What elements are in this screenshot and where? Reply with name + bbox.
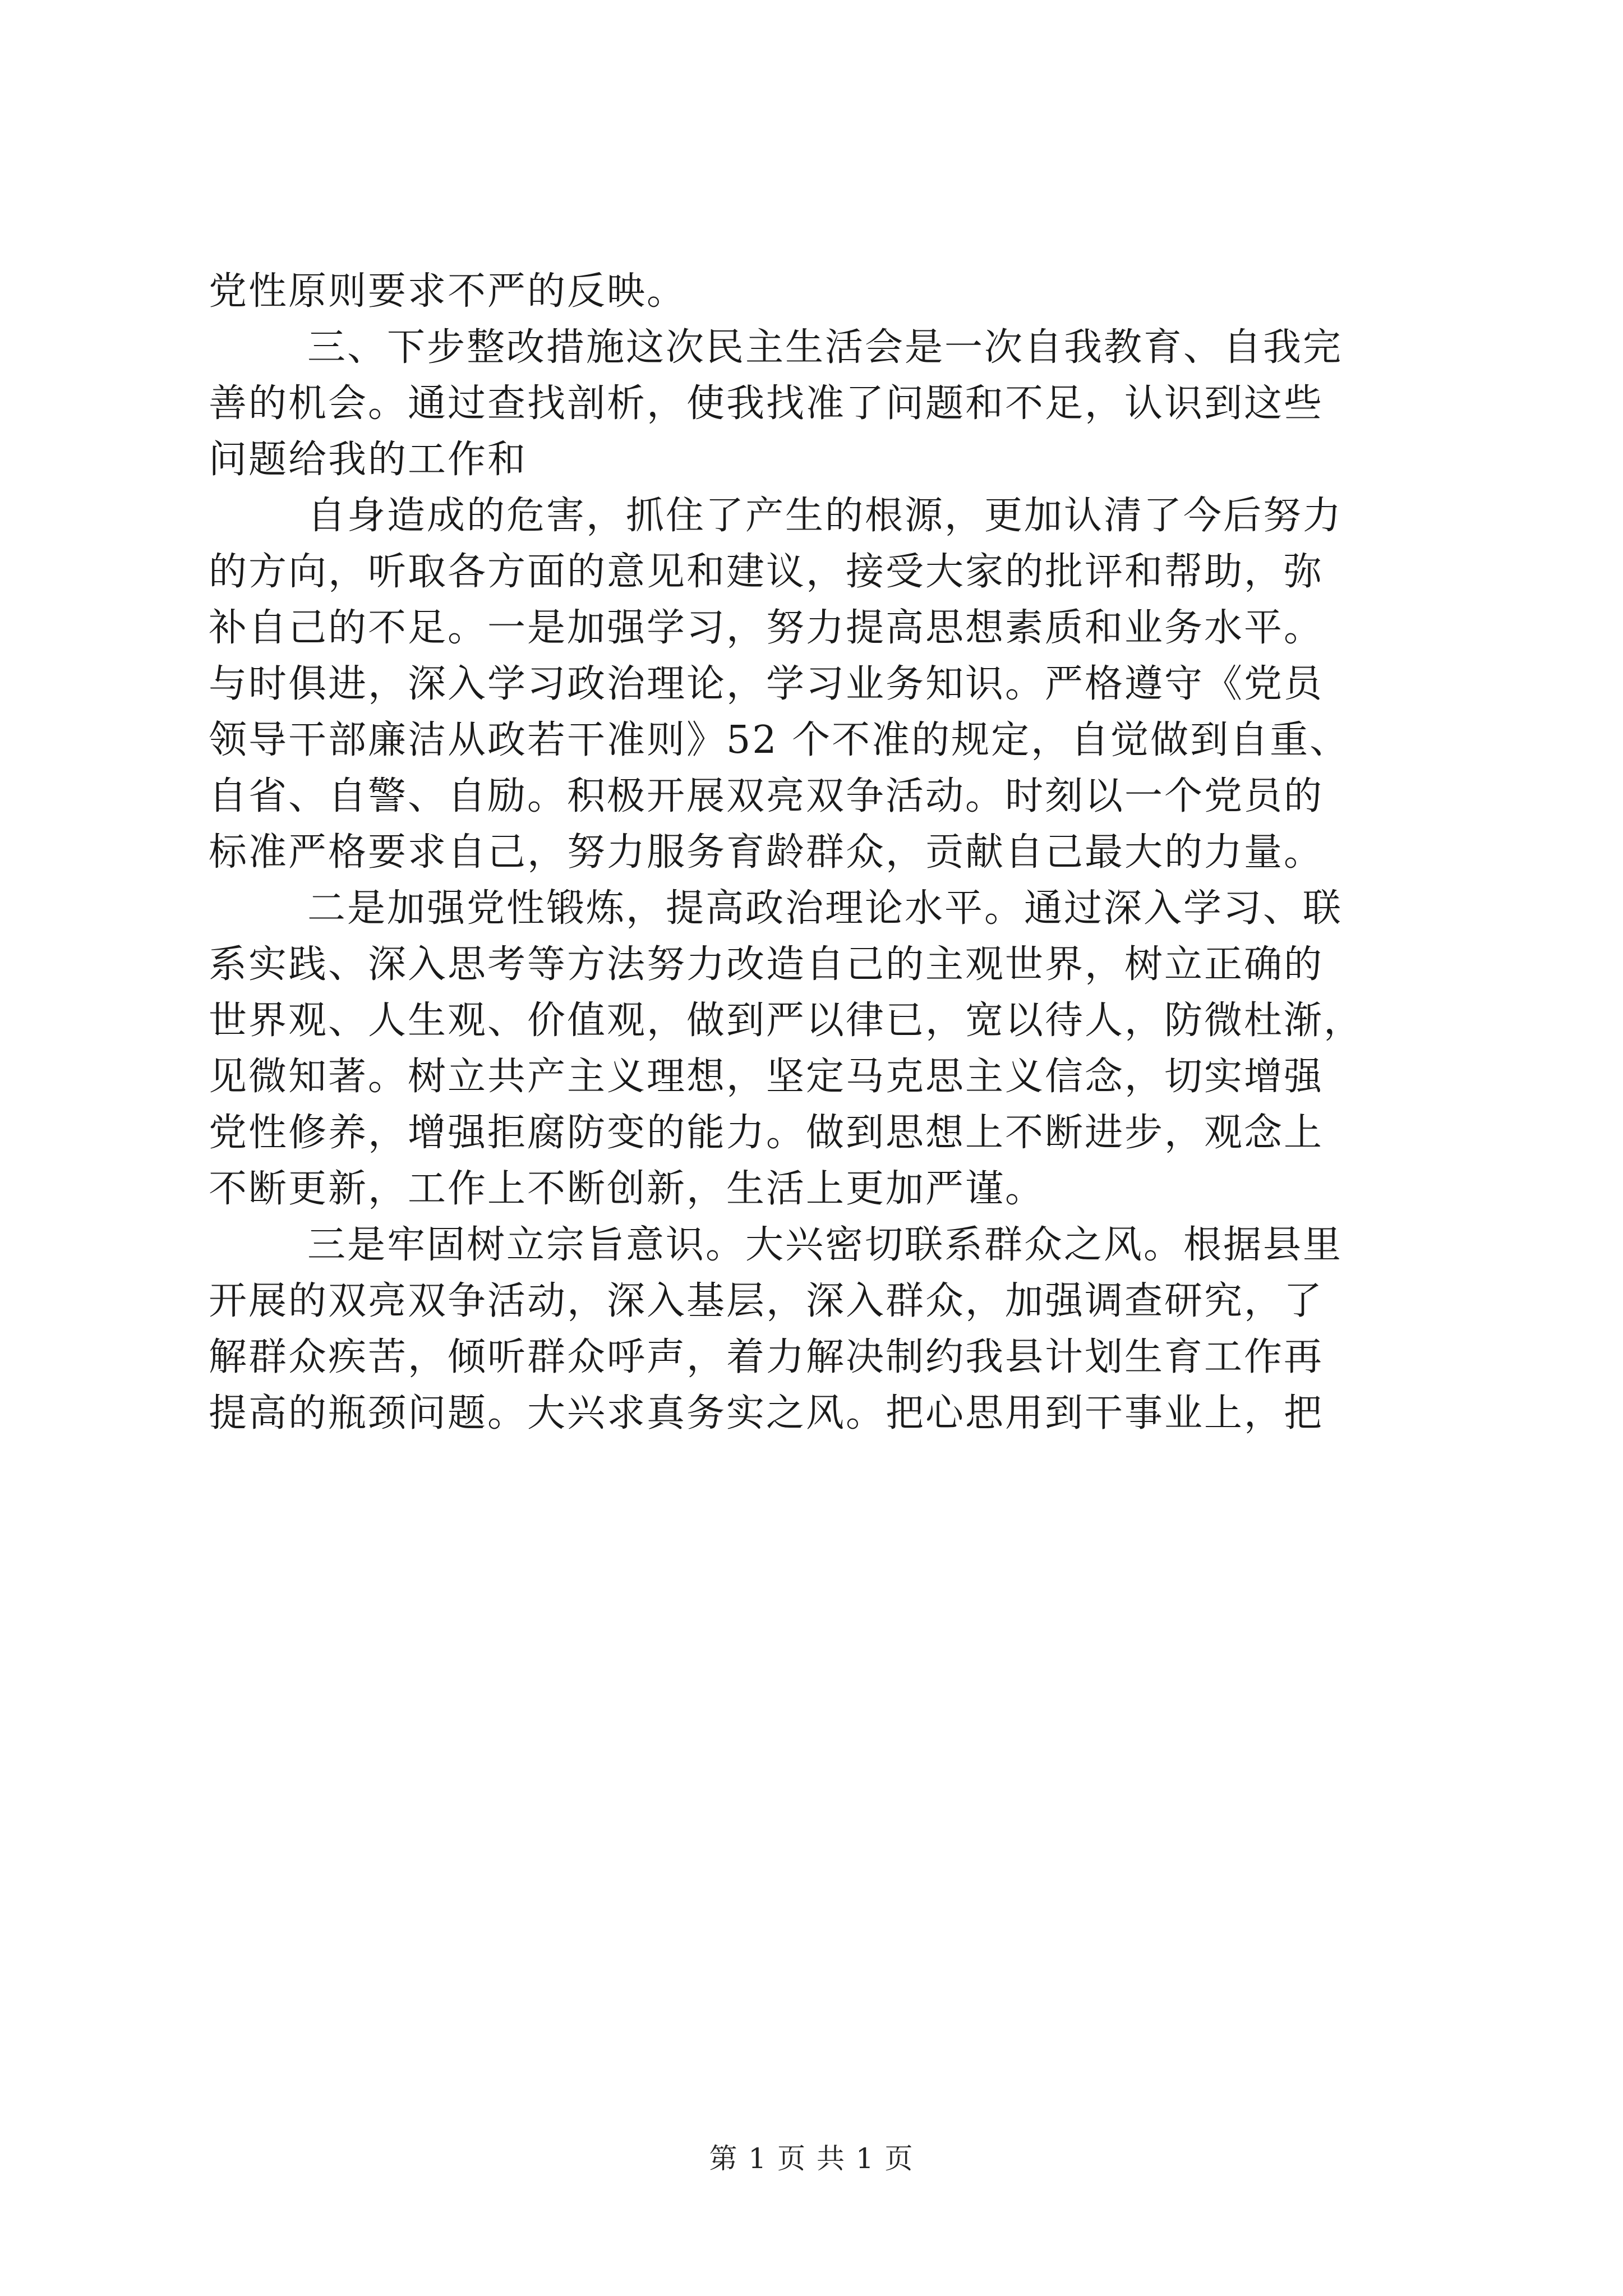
- text-line: 世界观、人生观、价值观，做到严以律已，宽以待人，防微杜渐，: [209, 999, 1364, 1043]
- text-line: 系实践、深入思考等方法努力改造自己的主观世界，树立正确的: [209, 942, 1324, 987]
- text-line: 提高的瓶颈问题。大兴求真务实之风。把心思用到干事业上，把: [209, 1391, 1324, 1435]
- text-line: 不断更新，工作上不断创新，生活上更加严谨。: [209, 1167, 1045, 1211]
- text-line: 标准严格要求自己，努力服务育龄群众，贡献自己最大的力量。: [209, 830, 1324, 875]
- text-line: 二是加强党性锻炼，提高政治理论水平。通过深入学习、联: [307, 886, 1343, 931]
- text-line: 三是牢固树立宗旨意识。大兴密切联系群众之风。根据县里: [307, 1223, 1343, 1267]
- page-number-label: 第 1 页 共 1 页: [709, 2142, 914, 2175]
- text-line: 善的机会。通过查找剖析，使我找准了问题和不足，认识到这些: [209, 381, 1324, 426]
- document-body: [209, 264, 1420, 1442]
- text-line: 自身造成的危害，抓住了产生的根源，更加认清了今后努力: [307, 494, 1343, 538]
- text-line: 见微知著。树立共产主义理想，坚定马克思主义信念，切实增强: [209, 1055, 1324, 1099]
- text-line: 三、下步整改措施这次民主生活会是一次自我教育、自我完: [307, 325, 1343, 370]
- text-line: 解群众疾苦，倾听群众呼声，着力解决制约我县计划生育工作再: [209, 1335, 1324, 1379]
- text-line: 的方向，听取各方面的意见和建议，接受大家的批评和帮助，弥: [209, 550, 1324, 594]
- text-line: 问题给我的工作和: [209, 438, 528, 482]
- text-line: 党性修养，增强拒腐防变的能力。做到思想上不断进步，观念上: [209, 1111, 1324, 1155]
- text-line: 与时俱进，深入学习政治理论，学习业务知识。严格遵守《党员: [209, 662, 1324, 706]
- text-line: 党性原则要求不严的反映。: [209, 269, 687, 314]
- text-line: 补自己的不足。一是加强学习，努力提高思想素质和业务水平。: [209, 606, 1324, 650]
- text-line: 开展的双亮双争活动，深入基层，深入群众，加强调查研究，了: [209, 1279, 1324, 1323]
- page-footer: [0, 2142, 1623, 2175]
- text-line: 领导干部廉洁从政若干准则》52 个不准的规定，自觉做到自重、: [209, 718, 1350, 762]
- text-line: 自省、自警、自励。积极开展双亮双争活动。时刻以一个党员的: [209, 774, 1324, 818]
